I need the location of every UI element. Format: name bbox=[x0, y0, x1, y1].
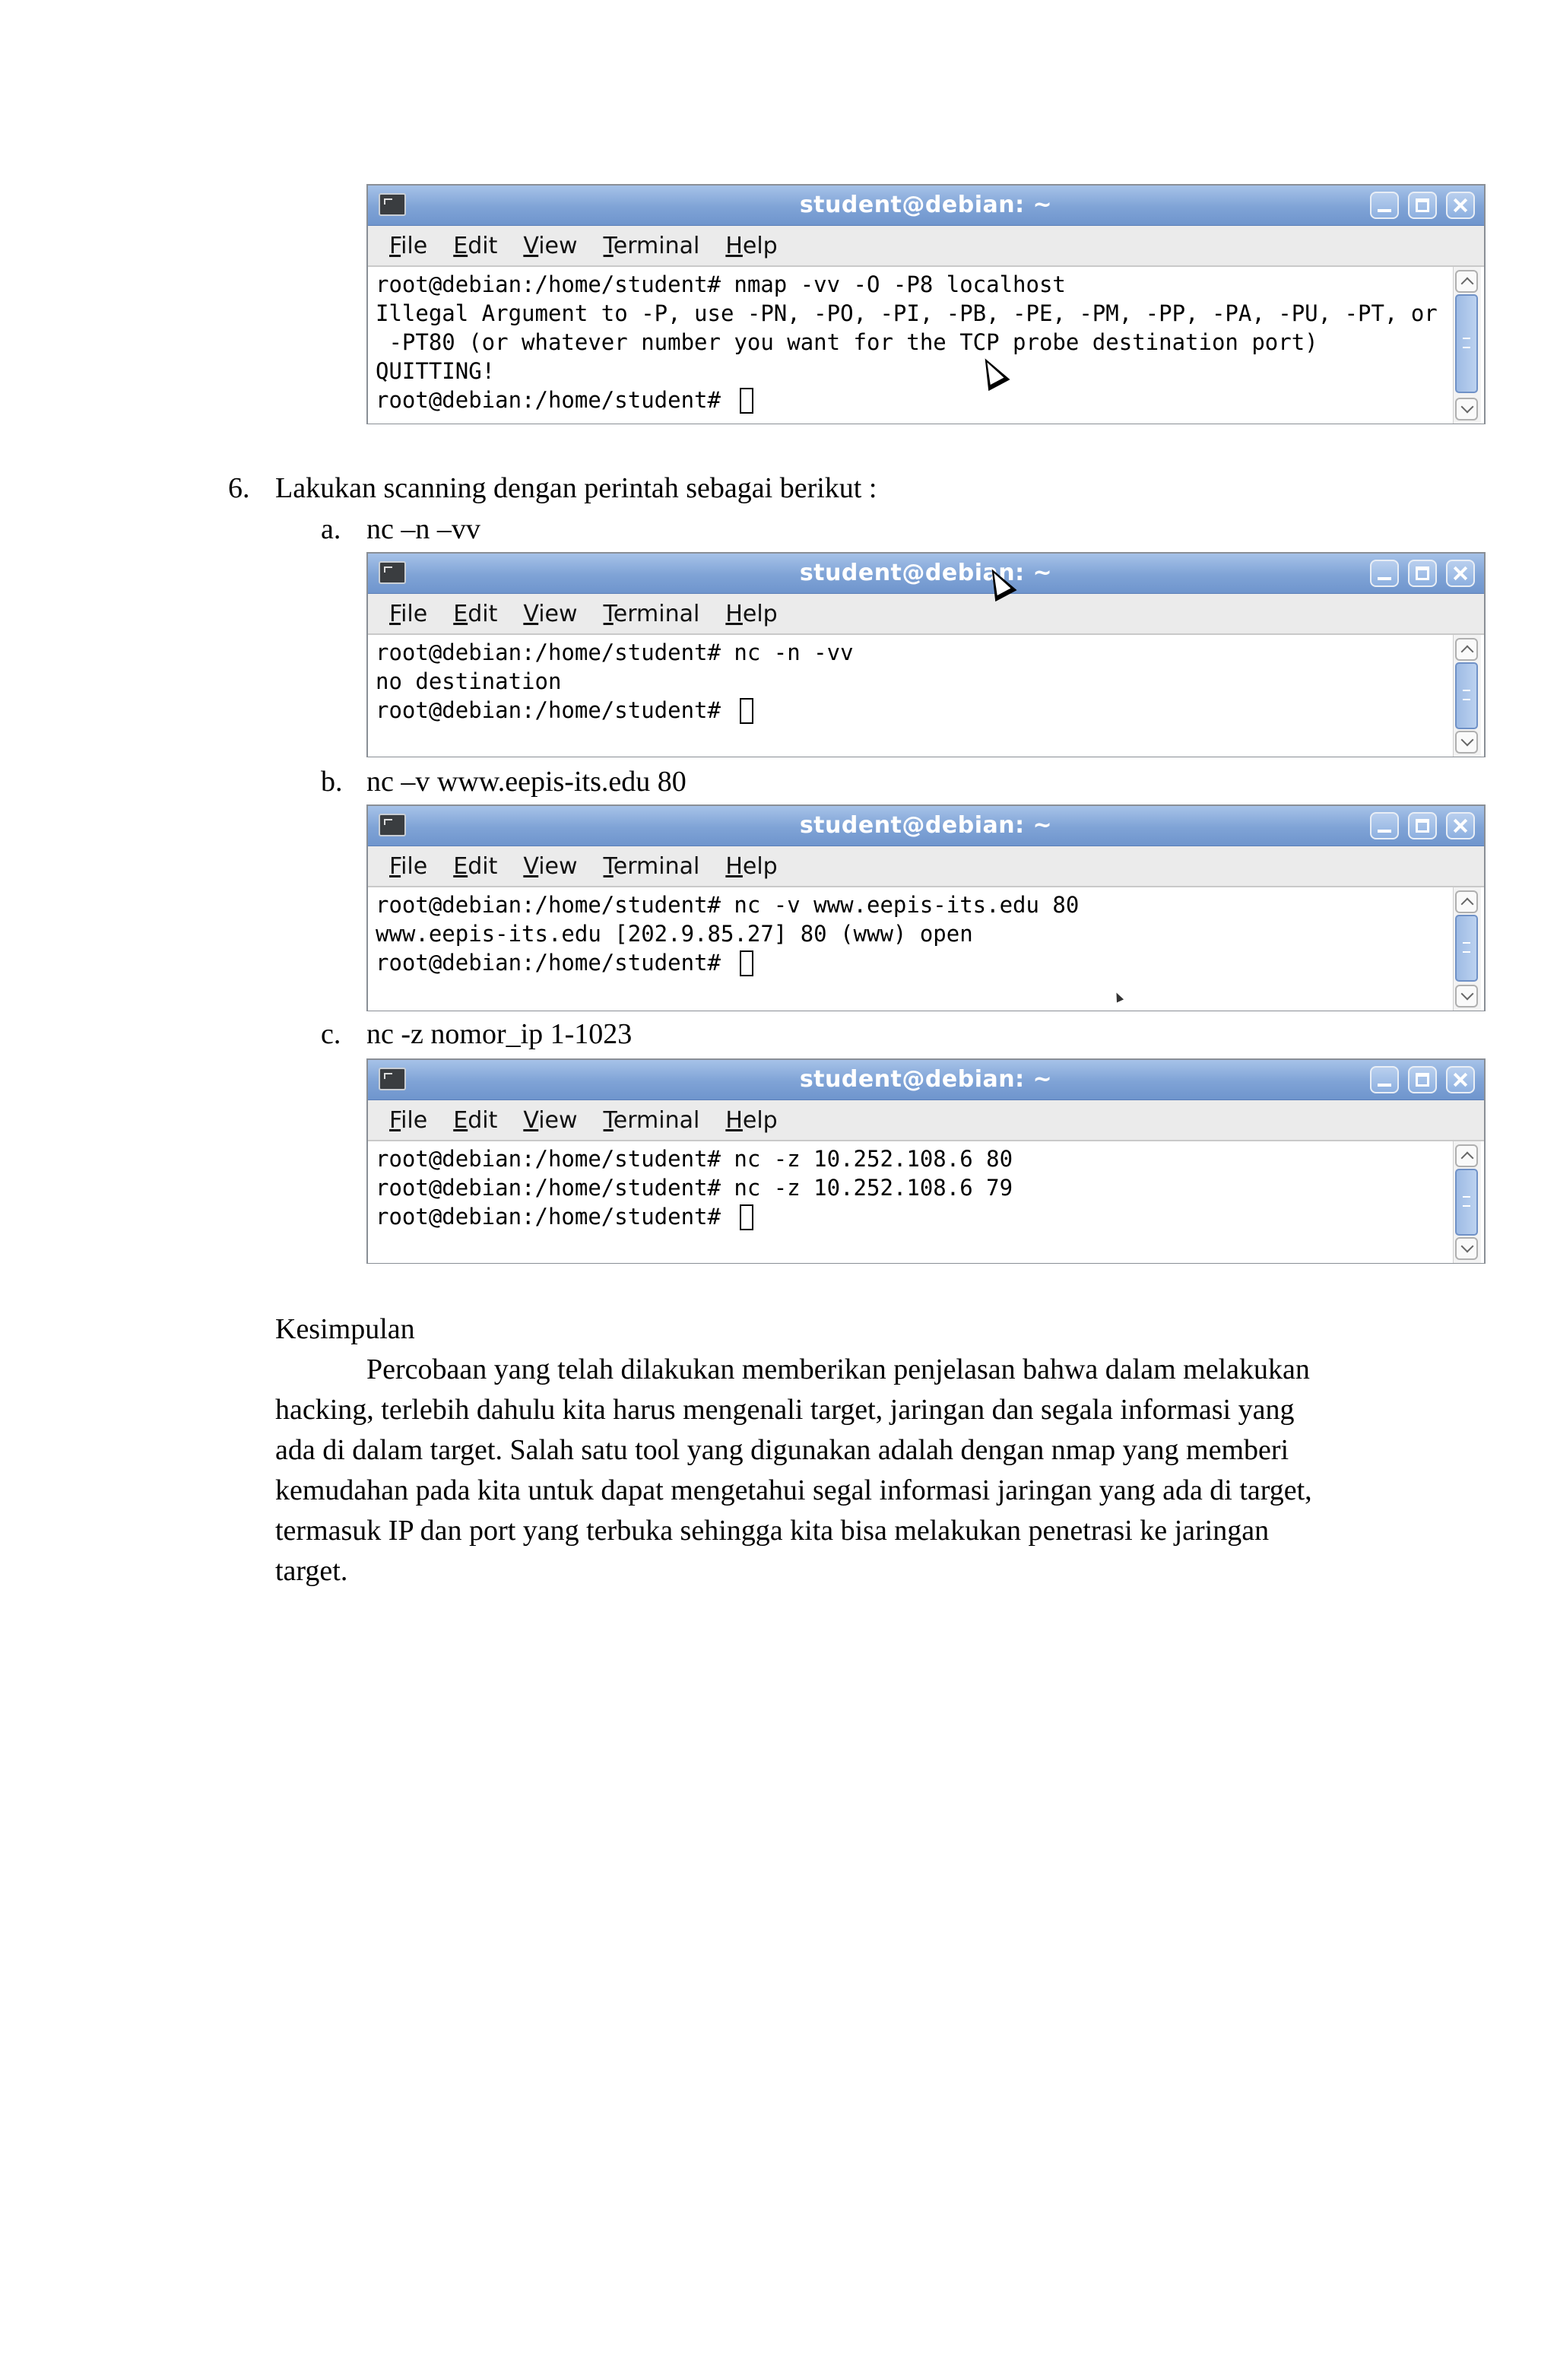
terminal-line: root@debian:/home/student# nc -n -vv bbox=[376, 639, 854, 665]
menu-view[interactable]: View bbox=[523, 1106, 578, 1134]
paragraph-line: Percobaan yang telah dilakukan memberikan penjelasan bahwa dalam melakukan bbox=[366, 1353, 1310, 1385]
sub-step-text-c: nc -z nomor_ip 1-1023 bbox=[366, 1018, 633, 1050]
menu-bar bbox=[368, 1100, 1484, 1141]
maximize-button[interactable] bbox=[1408, 192, 1437, 219]
terminal-titlebar[interactable] bbox=[368, 554, 1484, 594]
scroll-up-button[interactable] bbox=[1455, 270, 1478, 293]
terminal-title: student@debian: ~ bbox=[799, 812, 1053, 839]
menu-view[interactable]: View bbox=[523, 600, 578, 627]
terminal-line: root@debian:/home/student# nc -z 10.252.108.6 79 bbox=[376, 1175, 1013, 1201]
menu-view[interactable]: View bbox=[523, 852, 578, 880]
scroll-thumb[interactable] bbox=[1455, 915, 1478, 982]
terminal-titlebar[interactable] bbox=[368, 1060, 1484, 1100]
menu-bar bbox=[368, 226, 1484, 267]
paragraph-line: target. bbox=[275, 1555, 348, 1587]
scroll-down-button[interactable] bbox=[1455, 1237, 1478, 1260]
close-button[interactable] bbox=[1446, 1066, 1475, 1093]
maximize-button[interactable] bbox=[1408, 1066, 1437, 1093]
conclusion-heading: Kesimpulan bbox=[275, 1313, 415, 1345]
terminal-window-nc-n bbox=[366, 552, 1486, 757]
paragraph-line: hacking, terlebih dahulu kita harus mengenali target, jaringan dan segala informasi yang bbox=[275, 1394, 1295, 1426]
terminal-line: root@debian:/home/student# nmap -vv -O -P8 localhost bbox=[376, 271, 1066, 297]
terminal-titlebar[interactable] bbox=[368, 806, 1484, 846]
close-button[interactable] bbox=[1446, 192, 1475, 219]
text-cursor bbox=[740, 1204, 753, 1230]
menu-edit[interactable]: Edit bbox=[453, 1106, 498, 1134]
terminal-line: root@debian:/home/student# nc -z 10.252.108.6 80 bbox=[376, 1146, 1013, 1172]
scroll-up-button[interactable] bbox=[1455, 890, 1478, 913]
menu-help[interactable]: Help bbox=[725, 600, 778, 627]
step-text: Lakukan scanning dengan perintah sebagai berikut : bbox=[275, 472, 877, 504]
menu-help[interactable]: Help bbox=[725, 232, 778, 259]
menu-terminal[interactable]: Terminal bbox=[603, 600, 700, 627]
sub-step-letter-a: a. bbox=[321, 513, 341, 545]
menu-terminal[interactable]: Terminal bbox=[603, 852, 700, 880]
terminal-title: student@debian: ~ bbox=[799, 1066, 1053, 1093]
close-button[interactable] bbox=[1446, 560, 1475, 587]
close-button[interactable] bbox=[1446, 812, 1475, 839]
terminal-window-nc-v bbox=[366, 804, 1486, 1011]
terminal-window-nc-z bbox=[366, 1058, 1486, 1264]
sub-step-letter-c: c. bbox=[321, 1018, 341, 1050]
text-cursor bbox=[740, 388, 753, 414]
scroll-thumb[interactable] bbox=[1455, 1169, 1478, 1236]
terminal-title: student@debian: ~ bbox=[799, 560, 1053, 586]
menu-file[interactable]: File bbox=[389, 232, 428, 259]
menu-file[interactable]: File bbox=[389, 852, 428, 880]
vertical-scrollbar[interactable] bbox=[1453, 267, 1481, 424]
terminal-line: no destination bbox=[376, 668, 562, 694]
paragraph-line: termasuk IP dan port yang terbuka sehingga kita bisa melakukan penetrasi ke jaringan bbox=[275, 1515, 1270, 1547]
minimize-button[interactable] bbox=[1370, 812, 1399, 839]
menu-edit[interactable]: Edit bbox=[453, 600, 498, 627]
sub-step-text-a: nc –n –vv bbox=[366, 513, 480, 545]
paragraph-line: ada di dalam target. Salah satu tool yang digunakan adalah dengan nmap yang memberi bbox=[275, 1434, 1289, 1466]
terminal-prompt: root@debian:/home/student# bbox=[376, 1204, 734, 1230]
step-number: 6. bbox=[228, 472, 250, 504]
sub-step-letter-b: b. bbox=[321, 766, 343, 798]
scroll-down-button[interactable] bbox=[1455, 398, 1478, 420]
terminal-output[interactable] bbox=[368, 887, 1484, 1011]
menu-edit[interactable]: Edit bbox=[453, 232, 498, 259]
menu-terminal[interactable]: Terminal bbox=[603, 1106, 700, 1134]
scroll-down-button[interactable] bbox=[1455, 731, 1478, 754]
terminal-prompt-line bbox=[376, 386, 1484, 414]
mouse-pointer-icon bbox=[1113, 991, 1124, 1002]
terminal-titlebar[interactable] bbox=[368, 186, 1484, 226]
scroll-down-button[interactable] bbox=[1455, 985, 1478, 1008]
terminal-prompt-line bbox=[376, 1202, 1484, 1231]
text-cursor bbox=[740, 698, 753, 724]
maximize-button[interactable] bbox=[1408, 812, 1437, 839]
maximize-button[interactable] bbox=[1408, 560, 1437, 587]
terminal-title: student@debian: ~ bbox=[799, 192, 1053, 218]
sub-step-text-b: nc –v www.eepis-its.edu 80 bbox=[366, 766, 687, 798]
menu-bar bbox=[368, 846, 1484, 887]
vertical-scrollbar[interactable] bbox=[1453, 635, 1481, 757]
text-cursor bbox=[740, 950, 753, 976]
paragraph-line: kemudahan pada kita untuk dapat mengetahui segal informasi jaringan yang ada di target, bbox=[275, 1474, 1312, 1506]
terminal-prompt-line bbox=[376, 948, 1484, 977]
minimize-button[interactable] bbox=[1370, 192, 1399, 219]
minimize-button[interactable] bbox=[1370, 560, 1399, 587]
menu-view[interactable]: View bbox=[523, 232, 578, 259]
terminal-output[interactable] bbox=[368, 635, 1484, 757]
menu-bar bbox=[368, 594, 1484, 635]
menu-file[interactable]: File bbox=[389, 600, 428, 627]
terminal-prompt-line bbox=[376, 696, 1484, 725]
terminal-output[interactable] bbox=[368, 1141, 1484, 1263]
terminal-line: Illegal Argument to -P, use -PN, -PO, -PI, -PB, -PE, -PM, -PP, -PA, -PU, -PT, or bbox=[376, 300, 1438, 326]
terminal-output[interactable] bbox=[368, 267, 1484, 424]
menu-edit[interactable]: Edit bbox=[453, 852, 498, 880]
scroll-thumb[interactable] bbox=[1455, 294, 1478, 393]
scroll-up-button[interactable] bbox=[1455, 1144, 1478, 1167]
terminal-prompt: root@debian:/home/student# bbox=[376, 387, 734, 413]
vertical-scrollbar[interactable] bbox=[1453, 1141, 1481, 1263]
terminal-line: www.eepis-its.edu [202.9.85.27] 80 (www) open bbox=[376, 921, 973, 947]
scroll-thumb[interactable] bbox=[1455, 662, 1478, 729]
conclusion-paragraph bbox=[275, 1350, 1385, 1591]
vertical-scrollbar[interactable] bbox=[1453, 887, 1481, 1011]
menu-file[interactable]: File bbox=[389, 1106, 428, 1134]
menu-terminal[interactable]: Terminal bbox=[603, 232, 700, 259]
scroll-up-button[interactable] bbox=[1455, 638, 1478, 661]
terminal-prompt: root@debian:/home/student# bbox=[376, 697, 734, 723]
minimize-button[interactable] bbox=[1370, 1066, 1399, 1093]
menu-help[interactable]: Help bbox=[725, 1106, 778, 1134]
terminal-line: root@debian:/home/student# nc -v www.eepis-its.edu 80 bbox=[376, 892, 1080, 918]
terminal-line: QUITTING! bbox=[376, 358, 496, 384]
terminal-prompt: root@debian:/home/student# bbox=[376, 950, 734, 976]
terminal-window-nmap bbox=[366, 184, 1486, 424]
menu-help[interactable]: Help bbox=[725, 852, 778, 880]
terminal-line: -PT80 (or whatever number you want for the TCP probe destination port) bbox=[376, 329, 1318, 355]
